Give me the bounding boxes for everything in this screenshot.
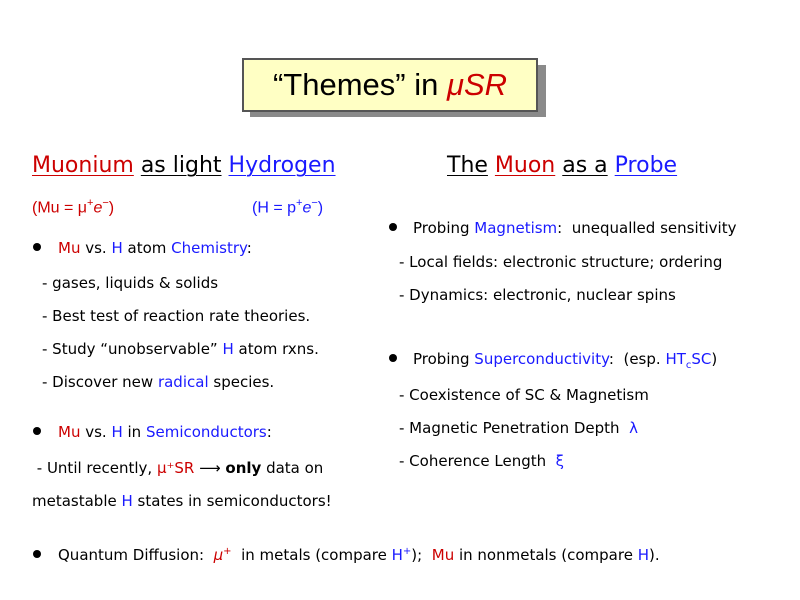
left-sub-metastable: metastable H states in semiconductors! (32, 492, 332, 510)
title-in: in (405, 67, 447, 102)
right-heading-probe: Probe (614, 153, 678, 178)
right-sub-coexistence: - Coexistence of SC & Magnetism (399, 386, 649, 404)
mu-formula: (Mu = μ+e−) (32, 197, 115, 217)
bullet-dot (389, 354, 397, 362)
right-sub-local: - Local fields: electronic structure; ordering (399, 253, 723, 271)
bottom-bullet-diffusion: Quantum Diffusion: μ+ in metals (compare H+); Mu in nonmetals (compare H). (58, 546, 660, 564)
left-sub-reaction: - Best test of reaction rate theories. (42, 307, 311, 325)
right-bullet-superconductivity: Probing Superconductivity: (esp. $HT_cSC$) (413, 350, 718, 371)
right-heading-muon: Muon (494, 153, 556, 178)
title-quote: “Themes” (272, 67, 406, 102)
left-sub-gases: - gases, liquids & solids (42, 274, 219, 292)
h-formula: (H = p+e−) (252, 197, 324, 217)
left-bullet-semiconductors: Mu vs. H in Semiconductors: (58, 423, 272, 441)
right-sub-coherence: - Coherence Length ξ (399, 452, 565, 470)
left-heading-mid: as light (140, 153, 222, 178)
bullet-dot (33, 243, 41, 251)
left-sub-discover: - Discover new radical species. (42, 373, 275, 391)
right-heading (447, 153, 677, 178)
right-sub-dynamics: - Dynamics: electronic, nuclear spins (399, 286, 676, 304)
left-sub-study: - Study “unobservable” H atom rxns. (42, 340, 319, 358)
right-bullet-magnetism: Probing Magnetism: unequalled sensitivity (413, 219, 737, 237)
title-musr: μSR (446, 67, 508, 102)
left-bullet-chemistry: Mu vs. H atom Chemistry: (58, 239, 252, 257)
left-heading-hydrogen: Hydrogen (228, 153, 336, 178)
right-sub-penetration: - Magnetic Penetration Depth λ (399, 419, 638, 437)
bullet-dot (389, 223, 397, 231)
left-sub-until: - Until recently, μ⁺SR ⟶ only data on (32, 459, 324, 477)
right-heading-the: The (447, 153, 488, 178)
left-heading (32, 153, 336, 178)
right-heading-asa: as a (562, 153, 608, 178)
slide-title (242, 58, 538, 112)
bullet-dot (33, 550, 41, 558)
left-heading-muonium: Muonium (32, 153, 134, 178)
bullet-dot (33, 427, 41, 435)
